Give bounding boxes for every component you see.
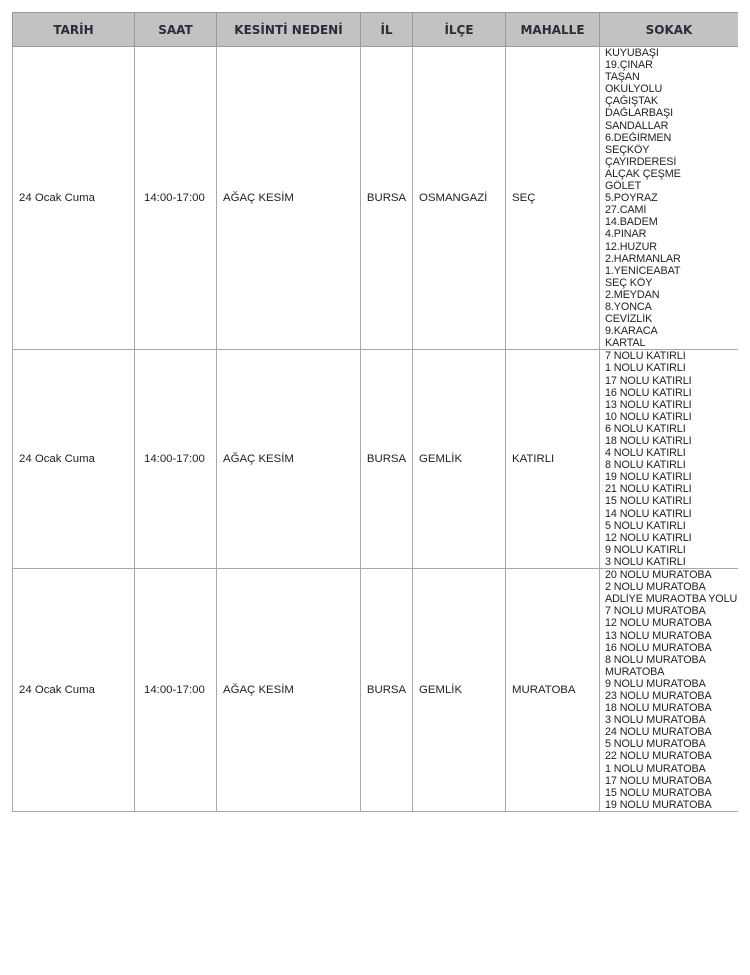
sokak-item: 23 NOLU MURATOBA xyxy=(605,689,712,702)
outage-table-wrapper xyxy=(12,12,738,975)
cell-kesinti-nedeni: AĞAÇ KESİM xyxy=(217,350,361,569)
cell-sokak xyxy=(600,350,739,569)
sokak-item: SEÇKÖY xyxy=(605,143,650,156)
sokak-item: SANDALLAR xyxy=(605,119,669,132)
sokak-item: 13 NOLU KATIRLI xyxy=(605,398,692,411)
sokak-item: MURATOBA xyxy=(605,665,665,678)
cell-mahalle: SEÇ xyxy=(506,47,600,350)
sokak-item: 9 NOLU KATIRLI xyxy=(605,543,686,556)
sokak-item: 1 NOLU KATIRLI xyxy=(605,362,686,375)
sokak-item: ALÇAK ÇEŞME xyxy=(605,167,681,180)
header-row xyxy=(13,13,739,47)
sokak-item: 16 NOLU KATIRLI xyxy=(605,386,692,399)
sokak-item: 12 NOLU MURATOBA xyxy=(605,617,712,630)
sokak-item: 5 NOLU KATIRLI xyxy=(605,519,686,532)
sokak-item: 17 NOLU KATIRLI xyxy=(605,374,692,387)
sokak-item: CEVİZLİK xyxy=(605,313,653,326)
sokak-item: 12.HUZUR xyxy=(605,240,657,253)
sokak-item: 19 NOLU MURATOBA xyxy=(605,798,712,811)
cell-tarih: 24 Ocak Cuma xyxy=(13,47,135,350)
sokak-item: 4.PINAR xyxy=(605,228,647,241)
table-row xyxy=(13,569,739,812)
sokak-item: DAĞLARBAŞI xyxy=(605,107,674,120)
table-row xyxy=(13,350,739,569)
cell-kesinti-nedeni: AĞAÇ KESİM xyxy=(217,47,361,350)
sokak-item: 14.BADEM xyxy=(605,216,658,229)
sokak-item: 8.YONCA xyxy=(605,300,652,313)
cell-il: BURSA xyxy=(361,569,413,812)
cell-sokak xyxy=(600,47,739,350)
sokak-item: GÖLET xyxy=(605,180,642,193)
cell-ilce: GEMLİK xyxy=(413,569,506,812)
header-il: İL xyxy=(361,13,413,47)
sokak-item: 12 NOLU KATIRLI xyxy=(605,531,692,544)
header-kesinti-nedeni: KESİNTİ NEDENİ xyxy=(217,13,361,47)
sokak-item: 17 NOLU MURATOBA xyxy=(605,774,712,787)
sokak-item: 18 NOLU KATIRLI xyxy=(605,435,692,447)
sokak-item: 22 NOLU MURATOBA xyxy=(605,750,712,763)
cell-il: BURSA xyxy=(361,350,413,569)
sokak-item: 4 NOLU KATIRLI xyxy=(605,447,686,460)
cell-mahalle: MURATOBA xyxy=(506,569,600,812)
sokak-item: 15 NOLU KATIRLI xyxy=(605,495,692,508)
sokak-item: SEÇ KÖY xyxy=(605,276,653,289)
sokak-item: 9 NOLU MURATOBA xyxy=(605,677,706,690)
header-tarih: TARİH xyxy=(13,13,135,47)
sokak-item: 5.POYRAZ xyxy=(605,192,658,205)
sokak-item: 7 NOLU MURATOBA xyxy=(605,605,706,618)
sokak-item: 8 NOLU KATIRLI xyxy=(605,459,686,472)
sokak-item: 6 NOLU KATIRLI xyxy=(605,422,686,435)
sokak-item: 3 NOLU MURATOBA xyxy=(605,714,706,727)
sokak-item: 27.CAMİ xyxy=(605,204,647,217)
table-row xyxy=(13,47,739,350)
sokak-item: 18 NOLU MURATOBA xyxy=(605,702,712,715)
sokak-item: ÇAĞIŞTAK xyxy=(605,95,658,108)
sokak-item: KARTAL xyxy=(605,337,646,350)
cell-saat: 14:00-17:00 xyxy=(135,350,217,569)
cell-ilce: GEMLİK xyxy=(413,350,506,569)
cell-tarih: 24 Ocak Cuma xyxy=(13,350,135,569)
sokak-item: 2 NOLU MURATOBA xyxy=(605,581,706,594)
header-sokak: SOKAK xyxy=(600,13,739,47)
sokak-item: 1.YENİCEABAT xyxy=(605,264,681,277)
sokak-item: 13 NOLU MURATOBA xyxy=(605,629,712,642)
sokak-item: ÇAYIRDERESİ xyxy=(605,155,677,168)
outage-table xyxy=(12,12,738,812)
cell-saat: 14:00-17:00 xyxy=(135,569,217,812)
cell-il: BURSA xyxy=(361,47,413,350)
sokak-item: 20 NOLU MURATOBA xyxy=(605,569,712,582)
sokak-item: KUYUBAŞI xyxy=(605,47,659,59)
sokak-item: 19.ÇINAR xyxy=(605,59,653,72)
sokak-item: 5 NOLU MURATOBA xyxy=(605,738,706,751)
cell-mahalle: KATIRLI xyxy=(506,350,600,569)
sokak-item: 16 NOLU MURATOBA xyxy=(605,641,712,654)
sokak-item: 24 NOLU MURATOBA xyxy=(605,726,712,739)
cell-sokak xyxy=(600,569,739,812)
sokak-item: 21 NOLU KATIRLI xyxy=(605,483,692,496)
cell-tarih: 24 Ocak Cuma xyxy=(13,569,135,812)
sokak-item: 14 NOLU KATIRLI xyxy=(605,507,692,520)
sokak-item: 3 NOLU KATIRLI xyxy=(605,555,686,568)
sokak-item: 19 NOLU KATIRLI xyxy=(605,471,692,484)
header-ilce: İLÇE xyxy=(413,13,506,47)
sokak-item: OKULYOLU xyxy=(605,83,663,96)
cell-ilce: OSMANGAZİ xyxy=(413,47,506,350)
sokak-item: 9.KARACA xyxy=(605,325,658,338)
sokak-item: 2.HARMANLAR xyxy=(605,252,681,265)
sokak-item: TAŞAN xyxy=(605,71,640,84)
header-mahalle: MAHALLE xyxy=(506,13,600,47)
sokak-item: 1 NOLU MURATOBA xyxy=(605,762,706,775)
sokak-item: 10 NOLU KATIRLI xyxy=(605,410,692,423)
sokak-item: 7 NOLU KATIRLI xyxy=(605,350,686,363)
header-saat: SAAT xyxy=(135,13,217,47)
sokak-item: ADLİYE MURAOTBA YOLU xyxy=(605,593,738,606)
cell-kesinti-nedeni: AĞAÇ KESİM xyxy=(217,569,361,812)
sokak-item: 2.MEYDAN xyxy=(605,288,660,301)
cell-saat: 14:00-17:00 xyxy=(135,47,217,350)
sokak-item: 15 NOLU MURATOBA xyxy=(605,786,712,799)
sokak-item: 6.DEĞİRMEN xyxy=(605,131,672,144)
sokak-item: 8 NOLU MURATOBA xyxy=(605,653,706,666)
